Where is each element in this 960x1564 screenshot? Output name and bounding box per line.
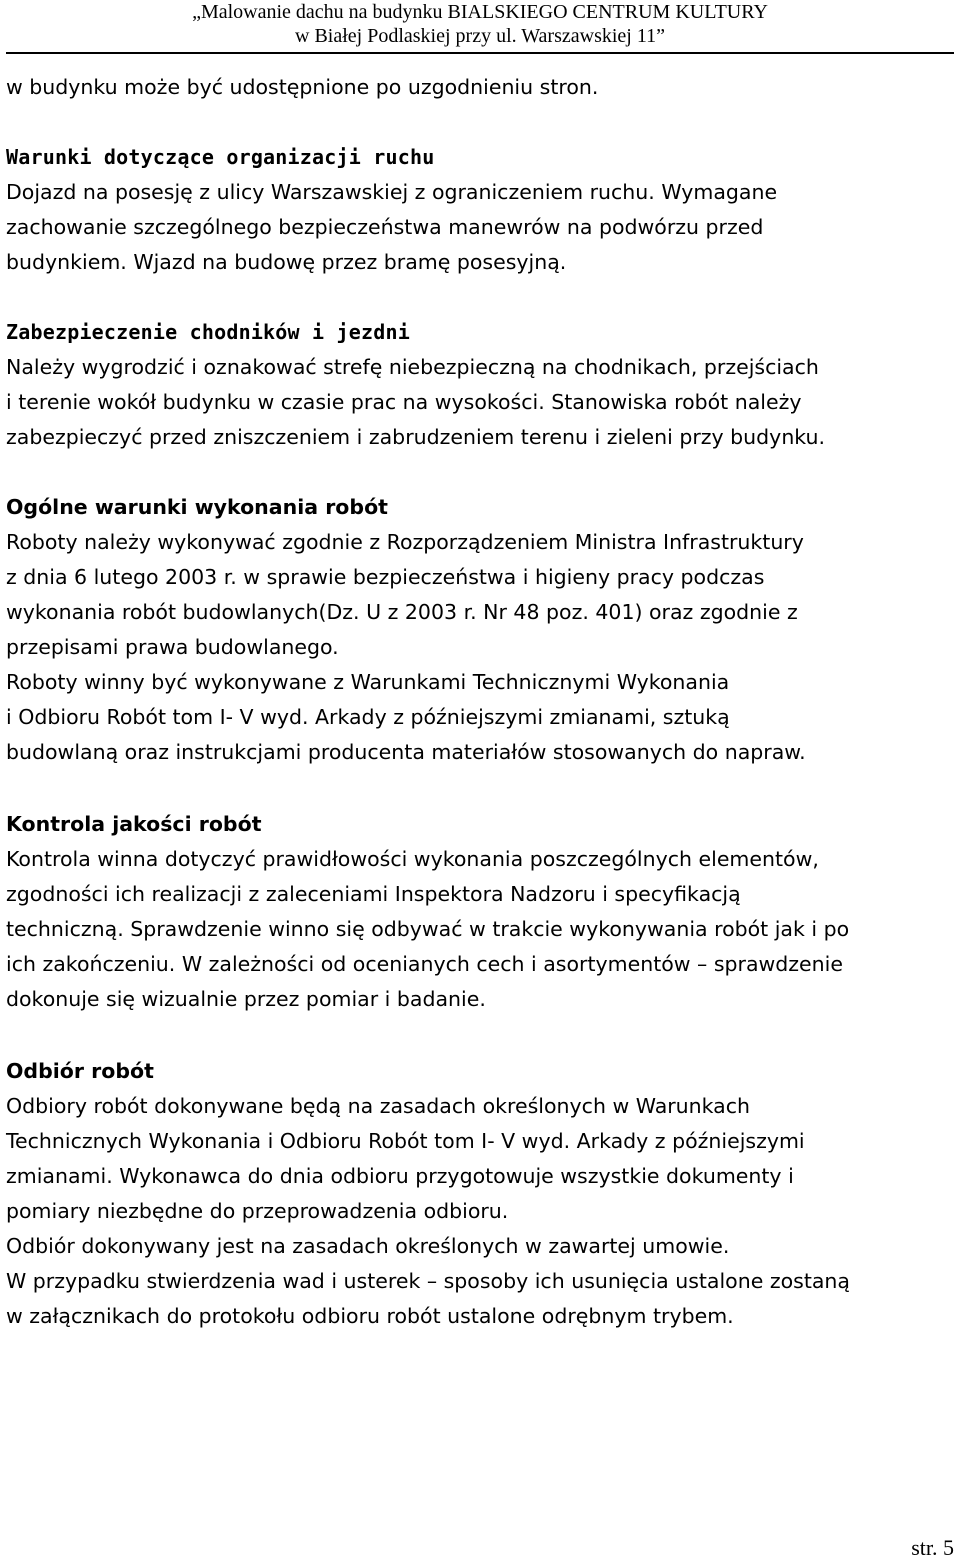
paragraph-line: Odbiory robót dokonywane będą na zasadach określonych w Warunkach	[6, 1094, 751, 1118]
section-sidewalk-protection	[6, 315, 956, 455]
paragraph-line: Roboty winny być wykonywane z Warunkami Technicznymi Wykonania	[6, 670, 730, 694]
intro-text: w budynku może być udostępnione po uzgodnieniu stron.	[6, 75, 599, 99]
section-heading: Ogólne warunki wykonania robót	[6, 495, 388, 519]
paragraph-line: ich zakończeniu. W zależności od ocenianych cech i asortymentów – sprawdzenie	[6, 952, 843, 976]
section-general-conditions	[6, 490, 956, 770]
header-divider	[6, 52, 954, 54]
paragraph-line: Dojazd na posesję z ulicy Warszawskiej z ograniczeniem ruchu. Wymagane	[6, 180, 778, 204]
paragraph-line: techniczną. Sprawdzenie winno się odbywać w trakcie wykonywania robót jak i po	[6, 917, 850, 941]
paragraph-line: w załącznikach do protokołu odbioru robót ustalone odrębnym trybem.	[6, 1304, 734, 1328]
paragraph-line: wykonania robót budowlanych(Dz. U z 2003 r. Nr 48 poz. 401) oraz zgodnie z	[6, 600, 798, 624]
paragraph-line: i Odbioru Robót tom I- V wyd. Arkady z późniejszymi zmianami, sztuką	[6, 705, 730, 729]
section-heading: Odbiór robót	[6, 1059, 154, 1083]
header-title-line-1: „Malowanie dachu na budynku BIALSKIEGO CENTRUM KULTURY	[192, 1, 768, 23]
paragraph-line: zabezpieczyć przed zniszczeniem i zabrudzeniem terenu i zieleni przy budynku.	[6, 425, 826, 449]
page-number: str. 5	[911, 1535, 954, 1560]
paragraph-line: W przypadku stwierdzenia wad i usterek – sposoby ich usunięcia ustalone zostaną	[6, 1269, 850, 1293]
section-heading: Kontrola jakości robót	[6, 812, 262, 836]
paragraph-line: Technicznych Wykonania i Odbioru Robót tom I- V wyd. Arkady z późniejszymi	[6, 1129, 805, 1153]
section-heading: Zabezpieczenie chodników i jezdni	[6, 320, 410, 344]
paragraph-line: z dnia 6 lutego 2003 r. w sprawie bezpieczeństwa i higieny pracy podczas	[6, 565, 765, 589]
header-title-line-2: w Białej Podlaskiej przy ul. Warszawskiej 11”	[295, 25, 665, 47]
paragraph-line: Roboty należy wykonywać zgodnie z Rozporządzeniem Ministra Infrastruktury	[6, 530, 804, 554]
paragraph-line: przepisami prawa budowlanego.	[6, 635, 339, 659]
section-quality-control	[6, 807, 956, 1017]
paragraph-line: zachowanie szczególnego bezpieczeństwa manewrów na podwórzu przed	[6, 215, 764, 239]
paragraph-line: Odbiór dokonywany jest na zasadach określonych w zawartej umowie.	[6, 1234, 730, 1258]
section-traffic-organization	[6, 140, 956, 280]
section-heading: Warunki dotyczące organizacji ruchu	[6, 145, 435, 169]
paragraph-line: budowlaną oraz instrukcjami producenta materiałów stosowanych do napraw.	[6, 740, 806, 764]
paragraph-line: Kontrola winna dotyczyć prawidłowości wykonania poszczególnych elementów,	[6, 847, 819, 871]
paragraph-line: pomiary niezbędne do przeprowadzenia odbioru.	[6, 1199, 509, 1223]
paragraph-line: Należy wygrodzić i oznakować strefę niebezpieczną na chodnikach, przejściach	[6, 355, 819, 379]
paragraph-line: zmianami. Wykonawca do dnia odbioru przygotowuje wszystkie dokumenty i	[6, 1164, 794, 1188]
section-work-acceptance	[6, 1054, 956, 1334]
paragraph-line: budynkiem. Wjazd na budowę przez bramę posesyjną.	[6, 250, 567, 274]
paragraph-line: i terenie wokół budynku w czasie prac na wysokości. Stanowiska robót należy	[6, 390, 802, 414]
document-body	[6, 70, 956, 1334]
running-header	[0, 0, 960, 48]
paragraph-line: zgodności ich realizacji z zaleceniami Inspektora Nadzoru i specyfikacją	[6, 882, 741, 906]
paragraph-line: dokonuje się wizualnie przez pomiar i badanie.	[6, 987, 486, 1011]
